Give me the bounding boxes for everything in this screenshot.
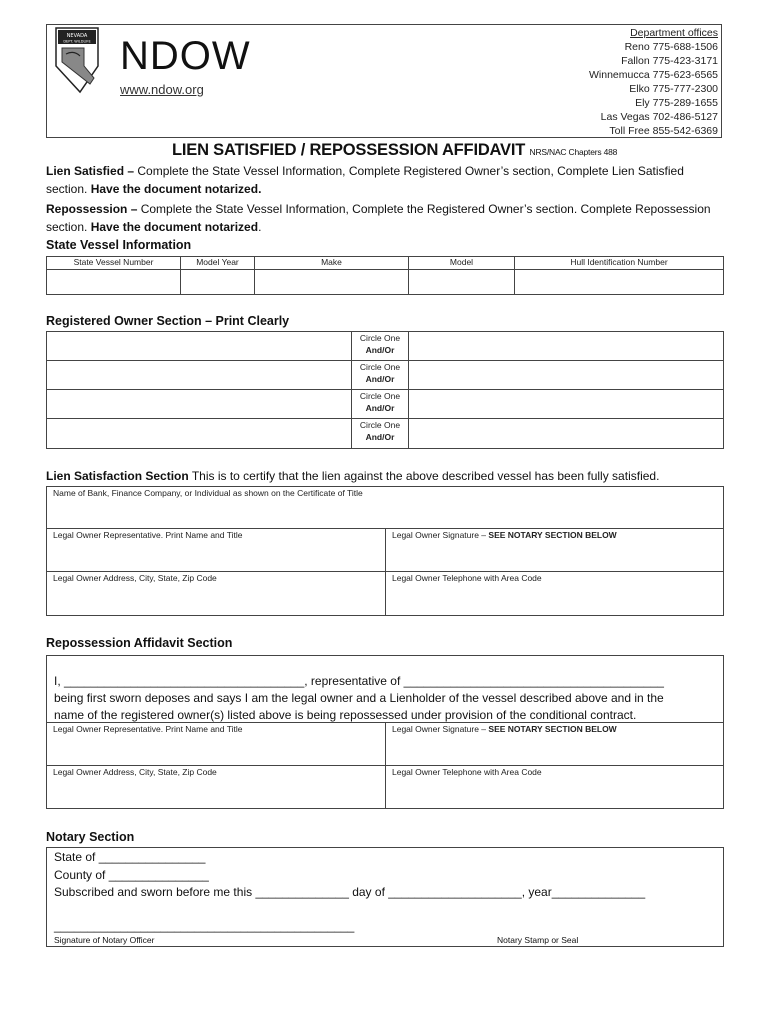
notary-sworn-line[interactable]: Subscribed and sworn before me this ______________ day of ____________________, year______________ xyxy=(54,885,646,899)
repo-line-1: I, ____________________________________, representative of _______________________________________ xyxy=(54,674,664,688)
office-line: Toll Free 855-542-6369 xyxy=(609,125,718,137)
lien-signature-field[interactable] xyxy=(385,528,724,572)
office-line: Ely 775-289-1655 xyxy=(635,97,718,109)
model-year-field[interactable] xyxy=(180,269,255,295)
office-line: Las Vegas 702-486-5127 xyxy=(600,111,718,123)
repo-instructions-label: Repossession – xyxy=(46,202,138,216)
office-line: Winnemucca 775-623-6565 xyxy=(589,69,718,81)
notary-county[interactable]: County of _______________ xyxy=(54,868,209,882)
notary-signature-line[interactable]: _____________________________________________ xyxy=(54,919,355,933)
lien-rep-label: Legal Owner Representative. Print Name and Title xyxy=(53,530,243,540)
offices-title: Department offices xyxy=(630,27,718,39)
website-link[interactable]: www.ndow.org xyxy=(120,82,204,97)
and-or-label: And/Or xyxy=(365,432,395,442)
bank-name-label: Name of Bank, Finance Company, or Individual as shown on the Certificate of Title xyxy=(53,488,363,498)
lien-instructions-label: Lien Satisfied – xyxy=(46,164,135,178)
make-field[interactable] xyxy=(254,269,409,295)
repo-instructions xyxy=(46,200,726,236)
repo-signature-field[interactable] xyxy=(385,722,724,766)
svg-text:DEPT. WILDLIFE: DEPT. WILDLIFE xyxy=(63,39,91,44)
lien-instructions-text: Complete the State Vessel Information, Complete Registered Owner’s section, Complete Lien Satisfied section. xyxy=(46,164,684,196)
form-title xyxy=(172,141,617,160)
brand-name: NDOW xyxy=(120,34,251,78)
lien-sig-label: Legal Owner Signature – xyxy=(392,530,489,540)
col-make: Make xyxy=(254,256,409,270)
notary-signature-label: Signature of Notary Officer xyxy=(54,935,155,945)
repo-sig-label: Legal Owner Signature – xyxy=(392,724,489,734)
col-model: Model xyxy=(408,256,515,270)
office-line: Reno 775-688-1506 xyxy=(624,41,718,53)
owner-name-field[interactable] xyxy=(408,360,724,390)
lien-instructions-bold: Have the document notarized. xyxy=(90,182,262,196)
repo-heading: Repossession Affidavit Section xyxy=(46,636,233,650)
lien-tel-label: Legal Owner Telephone with Area Code xyxy=(392,573,542,583)
svg-text:NEVADA: NEVADA xyxy=(66,33,88,39)
ndow-logo-icon xyxy=(54,26,100,94)
notary-stamp-label: Notary Stamp or Seal xyxy=(497,935,579,945)
hull-id-field[interactable] xyxy=(514,269,724,295)
notary-state[interactable]: State of ________________ xyxy=(54,850,206,864)
circle-one-label: Circle One xyxy=(359,362,401,372)
form-title-main: LIEN SATISFIED / REPOSSESSION AFFIDAVIT xyxy=(172,141,526,159)
owner-name-field[interactable] xyxy=(46,389,352,419)
model-field[interactable] xyxy=(408,269,515,295)
notary-heading: Notary Section xyxy=(46,830,135,844)
vessel-number-field[interactable] xyxy=(46,269,181,295)
repo-instructions-bold: Have the document notarized xyxy=(90,220,259,234)
form-title-chapters: NRS/NAC Chapters 488 xyxy=(529,147,618,157)
circle-one-label: Circle One xyxy=(359,333,401,343)
office-line: Elko 775-777-2300 xyxy=(629,83,718,95)
owner-heading: Registered Owner Section – Print Clearly xyxy=(46,314,290,328)
col-vessel-number: State Vessel Number xyxy=(46,256,181,270)
lien-sig-note: SEE NOTARY SECTION BELOW xyxy=(488,530,617,540)
lien-heading: Lien Satisfaction Section xyxy=(46,469,189,483)
and-or-label: And/Or xyxy=(365,374,395,384)
repo-line-3: name of the registered owner(s) listed above is being repossessed under provision of the conditional contract. xyxy=(54,708,637,722)
circle-one-and-or[interactable] xyxy=(351,331,409,361)
repo-instructions-text: Complete the State Vessel Information, Complete the Registered Owner’s section. Complete Repossession section. xyxy=(46,202,711,234)
lien-statement xyxy=(46,467,736,485)
and-or-label: And/Or xyxy=(365,345,395,355)
repo-tel-label: Legal Owner Telephone with Area Code xyxy=(392,767,542,777)
repo-rep-label: Legal Owner Representative. Print Name and Title xyxy=(53,724,243,734)
col-hull-id: Hull Identification Number xyxy=(514,256,724,270)
col-model-year: Model Year xyxy=(180,256,255,270)
circle-one-label: Circle One xyxy=(359,391,401,401)
vessel-heading: State Vessel Information xyxy=(46,238,192,252)
department-offices xyxy=(589,26,718,138)
repo-addr-label: Legal Owner Address, City, State, Zip Code xyxy=(53,767,217,777)
owner-name-field[interactable] xyxy=(408,418,724,449)
repo-address-field[interactable] xyxy=(46,765,386,809)
lien-telephone-field[interactable] xyxy=(385,571,724,616)
owner-name-field[interactable] xyxy=(46,418,352,449)
circle-one-and-or[interactable] xyxy=(351,418,409,449)
owner-name-field[interactable] xyxy=(408,331,724,361)
lien-addr-label: Legal Owner Address, City, State, Zip Code xyxy=(53,573,217,583)
repo-sig-note: SEE NOTARY SECTION BELOW xyxy=(488,724,617,734)
bank-name-field[interactable] xyxy=(46,486,724,529)
lien-instructions xyxy=(46,162,726,198)
circle-one-and-or[interactable] xyxy=(351,389,409,419)
repo-telephone-field[interactable] xyxy=(385,765,724,809)
circle-one-label: Circle One xyxy=(359,420,401,430)
circle-one-and-or[interactable] xyxy=(351,360,409,390)
owner-name-field[interactable] xyxy=(46,360,352,390)
lien-statement-text: This is to certify that the lien against the above described vessel has been fully satisfied. xyxy=(188,469,660,483)
lien-address-field[interactable] xyxy=(46,571,386,616)
lien-rep-field[interactable] xyxy=(46,528,386,572)
repo-rep-field[interactable] xyxy=(46,722,386,766)
repo-instructions-end: . xyxy=(258,220,262,234)
office-line: Fallon 775-423-3171 xyxy=(621,55,718,67)
owner-name-field[interactable] xyxy=(408,389,724,419)
and-or-label: And/Or xyxy=(365,403,395,413)
owner-name-field[interactable] xyxy=(46,331,352,361)
repo-line-2: being first sworn deposes and says I am the legal owner and a Lienholder of the vessel described above and in the xyxy=(54,691,664,705)
